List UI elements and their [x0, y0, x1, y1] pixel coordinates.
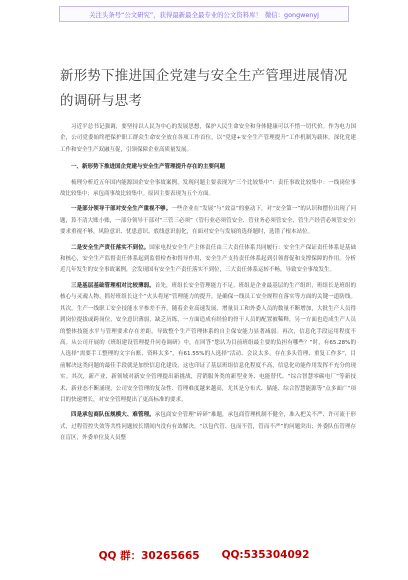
point-3-text: 首先，班组长安全管理能力不足。班组是企业最基层的生产组织，班组长是班组的核心与灵魂人物，抓好班组长这个“火头将尾”管理能力的提升，是确保一线员工安全规程在落实等方面的关键一道防线。其次，生产一线职工安全技能水平参差不齐，随着企业高速发展，增量员工和外委人员的数量不断增加，大批生产人员得到岗位提拔或跨岗位，安全意识薄弱，缺乏历练，一方面造成有经验的骨干人员的配置被稀释，另一方面也造成生产人员的整体技能水平与管理要求存在差距，导致整个生产管理体系的自主保安能力显著减弱。再次，信息化手段运用程度不高。从公司开展的《班组建设管理提升问卷调研》中，在回答“您认为目前班组最主要的负担有哪些？”时，有65.28%的人选择“需要手工整理的文字台账、资料太多”，有61.55%的人选择“活动、会议太多，存在多头管理、重复工作多”，目前解决这类问题的最佳手段就是加快信息化建设，这也印证了基层班组信息化程度不高，信息化功能作用发挥不充分的现实。其次，新产业、新领域对新安全管理提出新挑战，营销服务类的新型业务、电能替代、“综合智慧零碳电厂”等新技术、新业态不断涌现，公司安全管理的复杂性、管理难度越来越高，尤其是分布式、储能、综合智慧能源等“点多面广”项目的快速增长，对安全管理提出了更高标准的要求。: [60, 282, 356, 403]
paragraph-point-3: [60, 281, 356, 406]
point-4-lead: 四是承包商队伍规模大、难管理。: [71, 412, 155, 419]
point-4-text: 承包商安全管理“碎碎”难题，承包商管理机制不健全，准入把关不严、许可流于形式，过程管控失效等共性问题较长期间内没有有效解决，“以包代管、包而不管，管而不严”的问题突出；外委队伍管理存在盲区，外委单位及人员整: [60, 412, 356, 442]
point-1-text: 一些企业在“发展”与“效益”的驱动下，对“安全第一”的认识和摆位出现了问题，算不清大账小账，一部分领导干部对“三管三必须”（管行业必须管安全、管业务必须管安全、管生产经营必须管安全）要求重视不够，风险意识、忧患意识、底线意识弱化，在面对安全与发展的选择题时，选错了根本站位。: [60, 206, 356, 236]
point-2-text: 国家电投安全生产主体责任由三大责任体系共同履行：安全生产保证责任体系是基础和核心，安全生产监督责任体系起到监督检查和督导作用，安全生产支持责任体系起到引领督促和支撑保障的作用。分析近几年发生的安全事故案例，会发现国有安全生产责任落实不到位，三大责任体系运转不畅，导致安全事故发生。: [60, 244, 356, 274]
paragraph-point-1: [60, 204, 356, 238]
paragraph-intro: 习近平总书记强调，要坚持以人民为中心的发展思想，保护人民生命安全和身体健康可以不惜一切代价。作为电力国企，公司党委始终把保护职工群众生命安全放在各项工作首位，以“党建+安全生产管理提升”工作机制为载体，深化党建工作和安全生产双融互促，引领保障企业高质量发展。: [60, 124, 356, 153]
footer-qq: QQ:535304092: [221, 549, 310, 561]
point-3-lead: 三是基层基础管理相对比较薄弱。: [71, 282, 155, 289]
point-1-lead: 一是部分领导干部对安全生产重视不够。: [71, 206, 172, 213]
paragraph-point-2: [60, 243, 356, 277]
banner-promo-link[interactable]: 关注头条号“公文研究”，获得最新最全最专业的公文资料库！: [89, 10, 262, 19]
document-title: 新形势下推进国企党建与安全生产管理进展情况的调研与思考: [60, 69, 348, 109]
footer-qq-group: QQ 群：30265665: [98, 549, 200, 562]
paragraph-overview: 梳理分析近五年国内能源国企安全事故案例，发现问题主要表现为“三个比较集中”：责任事故比较集中：一线岗位事故比较集中；承包商事故比较集中。原因主要表现为五个方面。: [60, 179, 356, 198]
paragraph-point-4: [60, 410, 356, 444]
banner-wechat-link[interactable]: 微信：gongwenyj: [264, 10, 319, 19]
top-banner: [59, 6, 349, 22]
footer-contact: [0, 547, 408, 563]
section-heading-1: 一、新形势下推进国企党建与安全生产管理提升存在的主要问题: [71, 164, 226, 171]
document-body: [60, 122, 356, 449]
point-2-lead: 二是安全生产责任落实不到位。: [71, 244, 150, 251]
